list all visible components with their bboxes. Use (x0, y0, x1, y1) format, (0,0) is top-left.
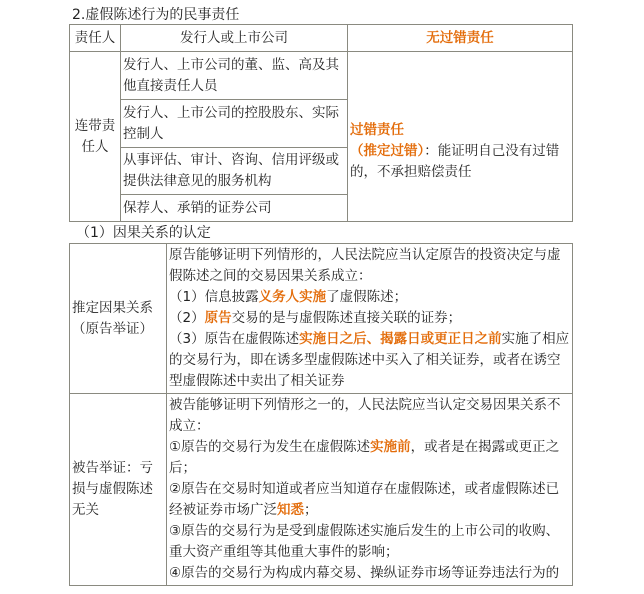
header-issuer: 发行人或上市公司 (121, 25, 348, 52)
liable-party: 保荐人、承销的证券公司 (121, 195, 348, 222)
presumed-causation-label: 推定因果关系（原告举证） (70, 244, 167, 394)
fault-text: ：能证明自己没有过错的，不承担赔偿责任 (350, 143, 560, 180)
liable-party: 发行人、上市公司的控股股东、实际控制人 (121, 100, 348, 148)
section-title: 2.虚假陈述行为的民事责任 (72, 7, 240, 23)
presumed-causation-content (167, 244, 573, 394)
item-2: ②原告在交易时知道或者应当知道存在虚假陈述，或者虚假陈述已经被证券市场广泛知悉； (169, 481, 560, 518)
liable-party: 从事评估、审计、咨询、信用评级或提供法律意见的服务机构 (121, 148, 348, 195)
defendant-proof-label: 被告举证：亏损与虚假陈述无关 (70, 394, 167, 586)
fault-sub: （推定过错） (350, 143, 425, 159)
item-4: ④原告的交易行为构成内幕交易、操纵证券市场等证券违法行为的 (169, 565, 560, 581)
intro: 原告能够证明下列情形的，人民法院应当认定原告的投资决定与虚假陈述之间的交易因果关系成立： (169, 247, 561, 284)
subsection-title: （1）因果关系的认定 (76, 225, 211, 241)
header-person: 责任人 (70, 25, 121, 52)
item-3: （3）原告在虚假陈述实施日之后、揭露日或更正日之前实施了相应的交易行为，即在诱多型虚假陈述中买入了相关证券，或者在诱空型虚假陈述中卖出了相关证券 (169, 331, 570, 389)
item-1: （1）信息披露义务人实施了虚假陈述； (169, 289, 408, 305)
item-1: ①原告的交易行为发生在虚假陈述实施前，或者是在揭露或更正之后； (169, 439, 560, 476)
item-3: ③原告的交易行为是受到虚假陈述实施后发生的上市公司的收购、重大资产重组等其他重大事件的影响； (169, 523, 560, 560)
fault-liability-cell (348, 52, 573, 222)
header-no-fault: 无过错责任 (348, 25, 573, 52)
joint-liability-label: 连带责任人 (70, 52, 121, 222)
defendant-proof-content (167, 394, 573, 586)
liability-table (69, 24, 573, 222)
intro: 被告能够证明下列情形之一的，人民法院应当认定交易因果关系不成立： (169, 397, 561, 434)
item-2: （2）原告交易的是与虚假陈述直接关联的证券； (169, 310, 462, 326)
fault-title: 过错责任 (350, 122, 404, 138)
causation-table (69, 243, 573, 586)
liable-party: 发行人、上市公司的董、监、高及其他直接责任人员 (121, 52, 348, 100)
